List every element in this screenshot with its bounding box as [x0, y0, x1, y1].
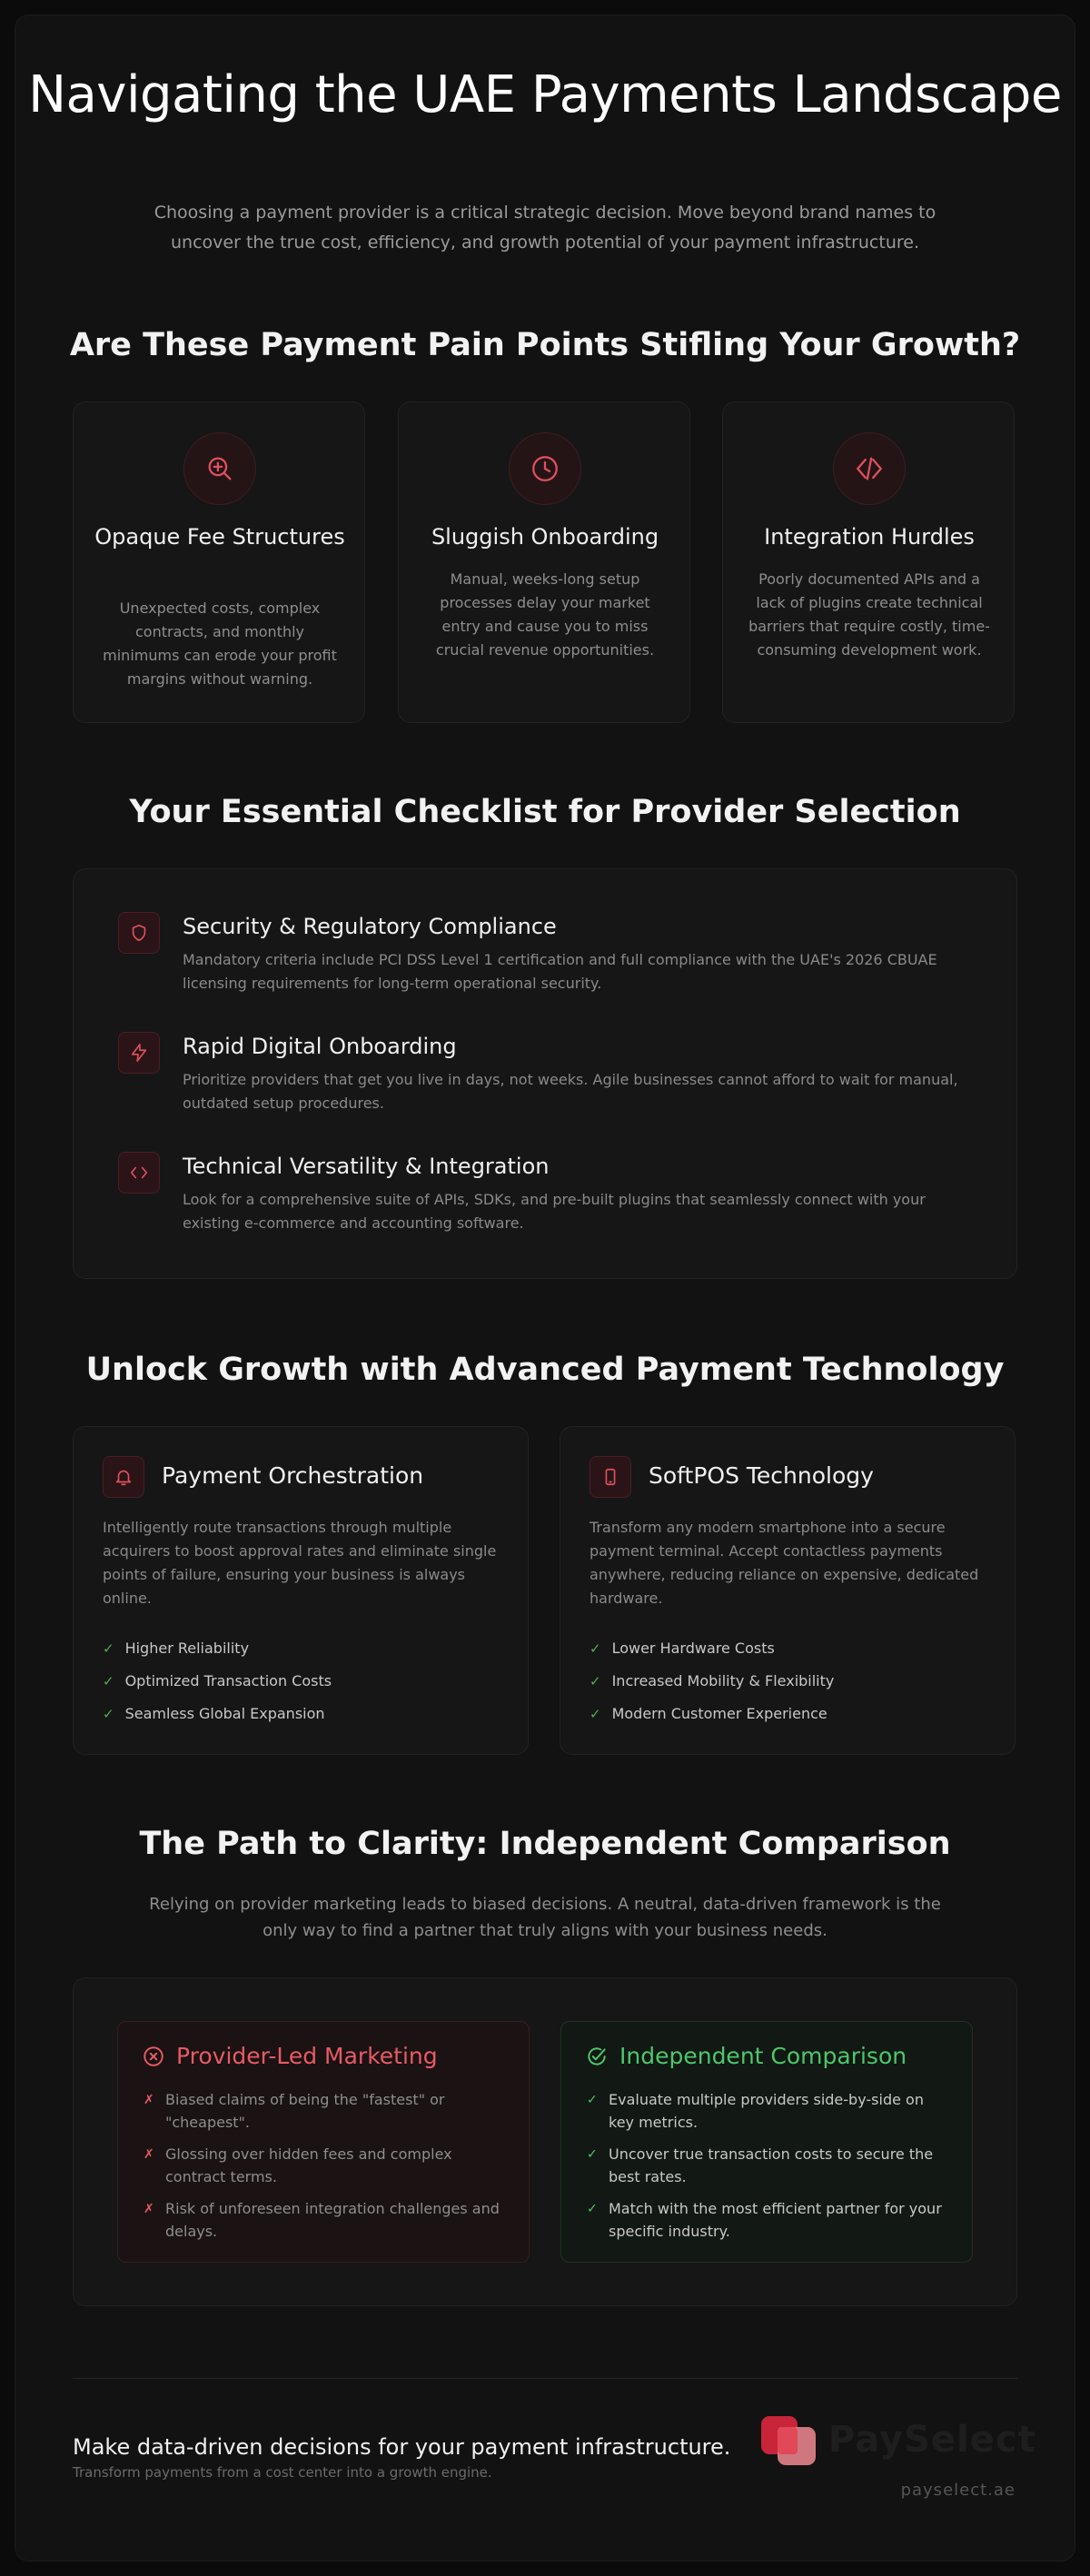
pain-section-title: Are These Payment Pain Points Stifling Your Growth? — [69, 327, 1021, 363]
checklist-item-title: Security & Regulatory Compliance — [183, 914, 557, 939]
checklist-item-desc: Prioritize providers that get you live in days, not weeks. Agile businesses cannot afford to wait for manual, outdated setup procedures. — [183, 1071, 958, 1112]
provider-led-box — [117, 2021, 530, 2263]
comparison-item: ✓ Match with the most efficient partner for your specific industry. — [587, 2200, 942, 2240]
x-circle-icon — [142, 2045, 165, 2068]
pain-card-title: Integration Hurdles — [764, 524, 975, 550]
pain-card-desc: Manual, weeks-long setup processes delay your market entry and cause you to miss crucial revenue opportunities. — [435, 570, 655, 659]
checklist-item-desc: Look for a comprehensive suite of APIs, SDKs, and pre-built plugins that seamlessly connect with your existing e-commerce and accounting software. — [183, 1191, 926, 1232]
tech-card-orchestration — [73, 1426, 529, 1755]
tech-section-title: Unlock Growth with Advanced Payment Technology — [85, 1352, 1005, 1388]
pain-card-integration — [722, 401, 1015, 723]
cross-icon: ✗ — [144, 2093, 154, 2107]
search-dollar-icon — [183, 432, 256, 505]
pain-card-desc: Poorly documented APIs and a lack of plugins create technical barriers that require costly, time-consuming development work. — [748, 570, 990, 659]
tech-card-desc: Transform any modern smartphone into a secure payment terminal. Accept contactless payments anywhere, reducing reliance on expensive, dedicated hardware. — [590, 1519, 979, 1607]
footer-tagline: Transform payments from a cost center into a growth engine. — [73, 2464, 492, 2481]
logo-mark — [759, 2414, 819, 2469]
tech-card-desc: Intelligently route transactions through multiple acquirers to boost approval rates and eliminate single points of failure, ensuring your business is always online. — [103, 1519, 497, 1607]
pain-card-desc: Unexpected costs, complex contracts, and monthly minimums can erode your profit margins without warning. — [103, 599, 337, 688]
hero-subtitle: Choosing a payment provider is a critical strategic decision. Move beyond brand names to uncover the true cost, efficiency, and growth potential of your payment infrastructure. — [154, 203, 936, 253]
footer-divider — [73, 2378, 1017, 2379]
comparison-item: ✗ Risk of unforeseen integration challenges and delays. — [144, 2200, 500, 2240]
check-icon: ✓ — [590, 1706, 601, 1722]
independent-box — [560, 2021, 973, 2263]
feature-bullet: ✓ Lower Hardware Costs — [590, 1640, 775, 1657]
bell-icon — [103, 1456, 144, 1498]
checklist-item-title: Technical Versatility & Integration — [183, 1154, 550, 1179]
footer-url[interactable]: payselect.ae — [900, 2481, 1016, 2500]
comparison-item: ✗ Biased claims of being the "fastest" or "cheapest". — [144, 2091, 445, 2131]
independent-title: Independent Comparison — [585, 2042, 907, 2071]
lightning-icon — [118, 1032, 160, 1074]
check-icon: ✓ — [590, 1673, 601, 1689]
check-icon: ✓ — [587, 2147, 598, 2162]
comparison-section-title: The Path to Clarity: Independent Comparison — [139, 1826, 951, 1862]
logo-text: PaySelect — [828, 2419, 1036, 2461]
checklist-section-title: Your Essential Checklist for Provider Selection — [129, 794, 961, 830]
footer-headline: Make data-driven decisions for your payment infrastructure. — [73, 2434, 731, 2460]
feature-bullet: ✓ Optimized Transaction Costs — [103, 1672, 332, 1689]
checklist-item-desc: Mandatory criteria include PCI DSS Level 1 certification and full compliance with the UAE's 2026 CBUAE licensing requirements for long-term operational security. — [183, 951, 937, 992]
comparison-item: ✗ Glossing over hidden fees and complex contract terms. — [144, 2145, 452, 2185]
smartphone-icon — [590, 1456, 631, 1498]
comparison-item: ✓ Evaluate multiple providers side-by-side on key metrics. — [587, 2091, 924, 2131]
check-icon: ✓ — [103, 1673, 114, 1689]
provider-led-title: Provider-Led Marketing — [142, 2042, 438, 2071]
feature-bullet: ✓ Seamless Global Expansion — [103, 1705, 325, 1722]
feature-bullet: ✓ Increased Mobility & Flexibility — [590, 1672, 835, 1689]
cross-icon: ✗ — [144, 2202, 154, 2216]
feature-bullet: ✓ Higher Reliability — [103, 1640, 250, 1657]
code-icon — [118, 1152, 160, 1194]
check-icon: ✓ — [590, 1640, 601, 1657]
clock-icon — [509, 432, 581, 505]
comparison-subtitle: Relying on provider marketing leads to biased decisions. A neutral, data-driven framework is the only way to find a partner that truly aligns with your business needs. — [149, 1895, 941, 1940]
shield-icon — [118, 912, 160, 954]
pain-card-onboarding — [398, 401, 690, 723]
check-icon: ✓ — [103, 1640, 114, 1657]
comparison-item: ✓ Uncover true transaction costs to secure the best rates. — [587, 2145, 934, 2185]
feature-bullet: ✓ Modern Customer Experience — [590, 1705, 827, 1722]
checklist-item-title: Rapid Digital Onboarding — [183, 1034, 457, 1059]
tech-card-softpos — [560, 1426, 1016, 1755]
pain-card-title: Opaque Fee Structures — [94, 524, 345, 550]
cross-icon: ✗ — [144, 2147, 154, 2162]
page-title: Navigating the UAE Payments Landscape — [28, 65, 1062, 124]
check-icon: ✓ — [587, 2202, 598, 2216]
tech-card-title: SoftPOS Technology — [649, 1462, 874, 1489]
pain-card-title: Sluggish Onboarding — [431, 524, 659, 550]
check-icon: ✓ — [103, 1706, 114, 1722]
tech-card-title: Payment Orchestration — [162, 1462, 424, 1489]
pain-card-fees — [73, 401, 365, 723]
check-icon: ✓ — [587, 2093, 598, 2107]
broken-code-icon — [833, 432, 906, 505]
check-circle-icon — [585, 2045, 609, 2068]
